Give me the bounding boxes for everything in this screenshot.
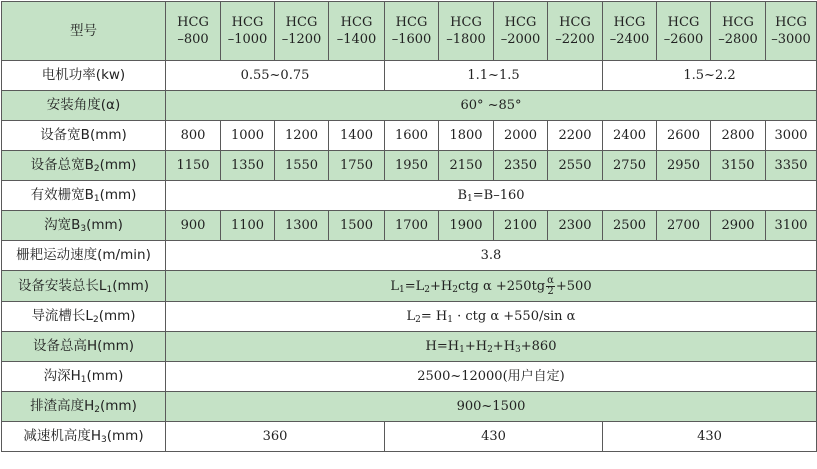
width-b-row — [2, 121, 817, 151]
value-cell: 800 — [166, 121, 221, 151]
height-h2-row — [2, 392, 817, 422]
model-cell: HCG –1200 — [275, 2, 329, 61]
value-cell: 2550 — [548, 151, 603, 181]
value-cell: 430 — [603, 422, 817, 452]
value-cell: 0.55~0.75 — [166, 61, 385, 91]
value-cell: 2900 — [711, 211, 766, 241]
row-label: 导流槽长$L_2(mm)$ — [2, 302, 166, 332]
value-cell: 1.1~1.5 — [385, 61, 603, 91]
value-cell: 2150 — [439, 151, 494, 181]
value-cell: 3000 — [766, 121, 817, 151]
height-h3-row — [2, 422, 817, 452]
row-label: 栅耙运动速度(m/min) — [2, 241, 166, 271]
formula-cell: $B_1=B-160$ — [166, 181, 817, 211]
angle-row — [2, 91, 817, 121]
value-cell: 2750 — [603, 151, 657, 181]
value-cell: 3100 — [766, 211, 817, 241]
value-cell: 900 — [166, 211, 221, 241]
value-cell: 1150 — [166, 151, 221, 181]
row-label: 排渣高度$H_2(mm)$ — [2, 392, 166, 422]
value-cell: 1600 — [385, 121, 439, 151]
height-h-row — [2, 332, 817, 362]
row-label: 安装角度(α) — [2, 91, 166, 121]
model-cell: HCG –2800 — [711, 2, 766, 61]
value-cell: 430 — [385, 422, 603, 452]
value-cell: 1550 — [275, 151, 329, 181]
value-cell: 2600 — [657, 121, 711, 151]
value-cell: 1700 — [385, 211, 439, 241]
row-label: 减速机高度$H_3(mm)$ — [2, 422, 166, 452]
value-cell: 1900 — [439, 211, 494, 241]
value-cell: 1400 — [329, 121, 385, 151]
model-cell: HCG –1600 — [385, 2, 439, 61]
value-cell: 900~1500 — [166, 392, 817, 422]
row-label: 电机功率(kw) — [2, 61, 166, 91]
model-cell: HCG –1800 — [439, 2, 494, 61]
value-cell: 2000 — [494, 121, 548, 151]
value-cell: 1500 — [329, 211, 385, 241]
value-cell: 2350 — [494, 151, 548, 181]
fraction: $\frac{\alpha}{2}$ — [547, 274, 554, 297]
formula-cell: $L_1=L_2+H_2ctg$ α +250tg $\frac{\alpha}{2}$ +500 — [166, 271, 817, 302]
speed-row — [2, 241, 817, 271]
value-cell: 360 — [166, 422, 385, 452]
model-cell: HCG –2400 — [603, 2, 657, 61]
width-b3-row — [2, 211, 817, 241]
model-cell: HCG –1000 — [221, 2, 275, 61]
value-cell: 1300 — [275, 211, 329, 241]
power-row — [2, 61, 817, 91]
value-cell: 2500~12000(用户自定) — [166, 362, 817, 392]
length-l2-row — [2, 302, 817, 332]
row-label: 设备总高H(mm) — [2, 332, 166, 362]
value-cell: 3.8 — [166, 241, 817, 271]
value-cell: 1000 — [221, 121, 275, 151]
value-cell: 3350 — [766, 151, 817, 181]
value-cell: 2800 — [711, 121, 766, 151]
value-cell: 1950 — [385, 151, 439, 181]
value-cell: 1.5~2.2 — [603, 61, 817, 91]
width-b1-row — [2, 181, 817, 211]
value-cell: 1750 — [329, 151, 385, 181]
value-cell: 1800 — [439, 121, 494, 151]
formula-cell: $L_2= H_1$ · ctg α +550/sin α — [166, 302, 817, 332]
row-label: 有效栅宽$B_1(mm)$ — [2, 181, 166, 211]
value-cell: 60° ~85° — [166, 91, 817, 121]
row-label: 沟宽$B_3(mm)$ — [2, 211, 166, 241]
model-cell: HCG –3000 — [766, 2, 817, 61]
row-label: 设备安装总长$L_1(mm)$ — [2, 271, 166, 302]
width-b2-row — [2, 151, 817, 181]
value-cell: 1200 — [275, 121, 329, 151]
model-cell: HCG –2200 — [548, 2, 603, 61]
value-cell: 2400 — [603, 121, 657, 151]
length-l1-row — [2, 271, 817, 302]
value-cell: 3150 — [711, 151, 766, 181]
model-cell: HCG –2600 — [657, 2, 711, 61]
row-label: 设备宽B(mm) — [2, 121, 166, 151]
header-row — [2, 2, 817, 61]
spec-table — [1, 1, 817, 452]
model-cell: HCG –1400 — [329, 2, 385, 61]
model-cell: HCG –2000 — [494, 2, 548, 61]
row-label: 沟深$H_1(mm)$ — [2, 362, 166, 392]
value-cell: 2300 — [548, 211, 603, 241]
header-label: 型号 — [2, 2, 166, 61]
value-cell: 2950 — [657, 151, 711, 181]
value-cell: 2700 — [657, 211, 711, 241]
formula-cell: $H=H_1+H_2+H_3+860$ — [166, 332, 817, 362]
value-cell: 2100 — [494, 211, 548, 241]
row-label: 设备总宽$B_2(mm)$ — [2, 151, 166, 181]
value-cell: 1100 — [221, 211, 275, 241]
value-cell: 2500 — [603, 211, 657, 241]
depth-h1-row — [2, 362, 817, 392]
value-cell: 2200 — [548, 121, 603, 151]
model-cell: HCG –800 — [166, 2, 221, 61]
value-cell: 1350 — [221, 151, 275, 181]
